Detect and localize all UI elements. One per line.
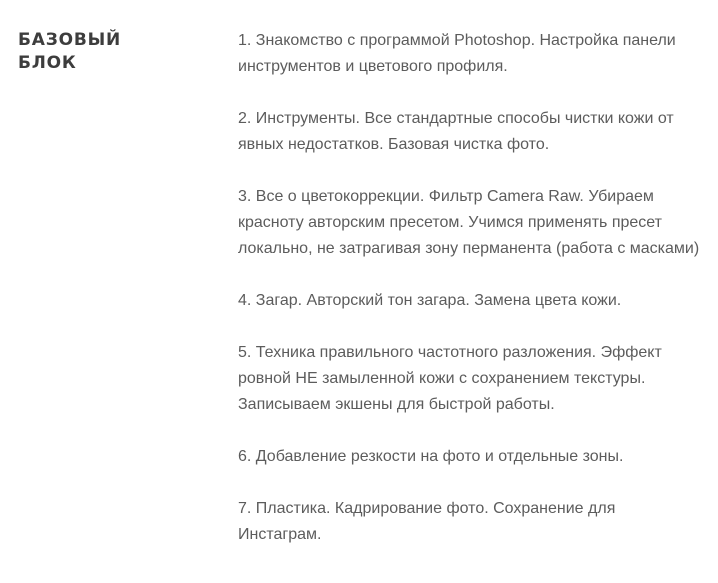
lesson-item-6: 6. Добавление резкости на фото и отдельные зоны.: [238, 448, 624, 465]
block-title-line-2: БЛОК: [18, 53, 77, 73]
lesson-item-2: 2. Инструменты. Все стандартные способы чистки кожи от явных недостатков. Базовая чистка фото.: [238, 110, 674, 153]
block-title: [18, 29, 188, 75]
block-title-line-1: БАЗОВЫЙ: [18, 30, 122, 50]
lesson-item-3: 3. Все о цветокоррекции. Фильтр Camera Raw. Убираем красноту авторским пресетом. Учимся применять пресет локально, не затрагивая зону перманента (работа с масками): [238, 188, 700, 257]
lesson-item-4: 4. Загар. Авторский тон загара. Замена цвета кожи.: [238, 292, 622, 309]
lesson-item-5: 5. Техника правильного частотного разложения. Эффект ровной НЕ замыленной кожи с сохранением текстуры. Записываем экшены для быстрой работы.: [238, 344, 662, 413]
lesson-list: [238, 28, 700, 548]
lesson-item-7: 7. Пластика. Кадрирование фото. Сохранение для Инстаграм.: [238, 500, 616, 543]
lesson-item-1: 1. Знакомство с программой Photoshop. Настройка панели инструментов и цветового профиля.: [238, 32, 676, 75]
